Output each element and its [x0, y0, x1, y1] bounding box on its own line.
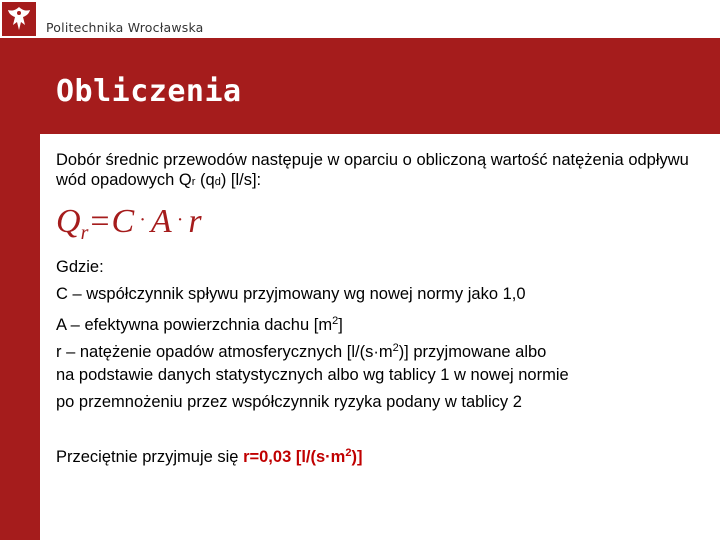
formula-dot-1: ·: [139, 209, 146, 231]
intro-subscript-r: r: [191, 176, 196, 188]
intro-text-2: (q: [195, 171, 215, 189]
slide-title: Obliczenia: [56, 74, 242, 109]
intro-subscript-d: d: [214, 176, 221, 188]
gdzie-label: Gdzie:: [56, 258, 104, 276]
intro-text-3: ) [l/s]:: [220, 171, 262, 189]
formula-r: r: [188, 203, 202, 240]
brand-name: Politechnika Wrocławska: [46, 20, 204, 35]
r-definition: [56, 335, 706, 362]
a-definition-text: A – efektywna powierzchnia dachu [m: [56, 316, 333, 334]
highlighted-value-superscript: 2: [345, 447, 352, 459]
header: [0, 0, 720, 38]
a-definition: [56, 308, 706, 335]
c-definition: C – współczynnik spływu przyjmowany wg nowej normy jako 1,0: [56, 285, 526, 303]
highlighted-value-end: )]: [351, 448, 363, 466]
final-statement: [56, 440, 706, 467]
r-definition-line-3: po przemnożeniu przez współczynnik ryzyka podany w tablicy 2: [56, 393, 522, 411]
formula-q: Q: [56, 203, 81, 240]
a-definition-superscript: 2: [332, 315, 339, 327]
r-definition-superscript: 2: [392, 342, 399, 354]
r-definition-text: r – natężenie opadów atmosferycznych [l/(s·m: [56, 343, 393, 361]
formula: [56, 202, 706, 244]
slide-content: [56, 150, 706, 467]
intro-text-1: Dobór średnic przewodów następuje w oparciu o obliczoną wartość natężenia odpływu wód opadowych Q: [56, 151, 689, 189]
formula-dot-2: ·: [176, 209, 184, 231]
highlighted-value-text: r=0,03 [l/(s·m: [243, 448, 346, 466]
definitions: [56, 254, 706, 416]
highlighted-value: [243, 448, 362, 466]
a-definition-end: ]: [338, 316, 343, 334]
formula-equals: =: [90, 203, 110, 240]
formula-c: C: [111, 203, 135, 240]
eagle-crest-icon: [2, 2, 36, 36]
formula-a: A: [150, 203, 172, 240]
r-definition-end: )] przyjmowane albo: [398, 343, 547, 361]
final-text: Przeciętnie przyjmuje się: [56, 448, 244, 466]
intro-paragraph: [56, 150, 706, 192]
r-definition-line-2: na podstawie danych statystycznych albo wg tablicy 1 w nowej normie: [56, 366, 569, 384]
left-accent-bar: [0, 0, 40, 540]
formula-q-subscript: r: [80, 222, 89, 244]
